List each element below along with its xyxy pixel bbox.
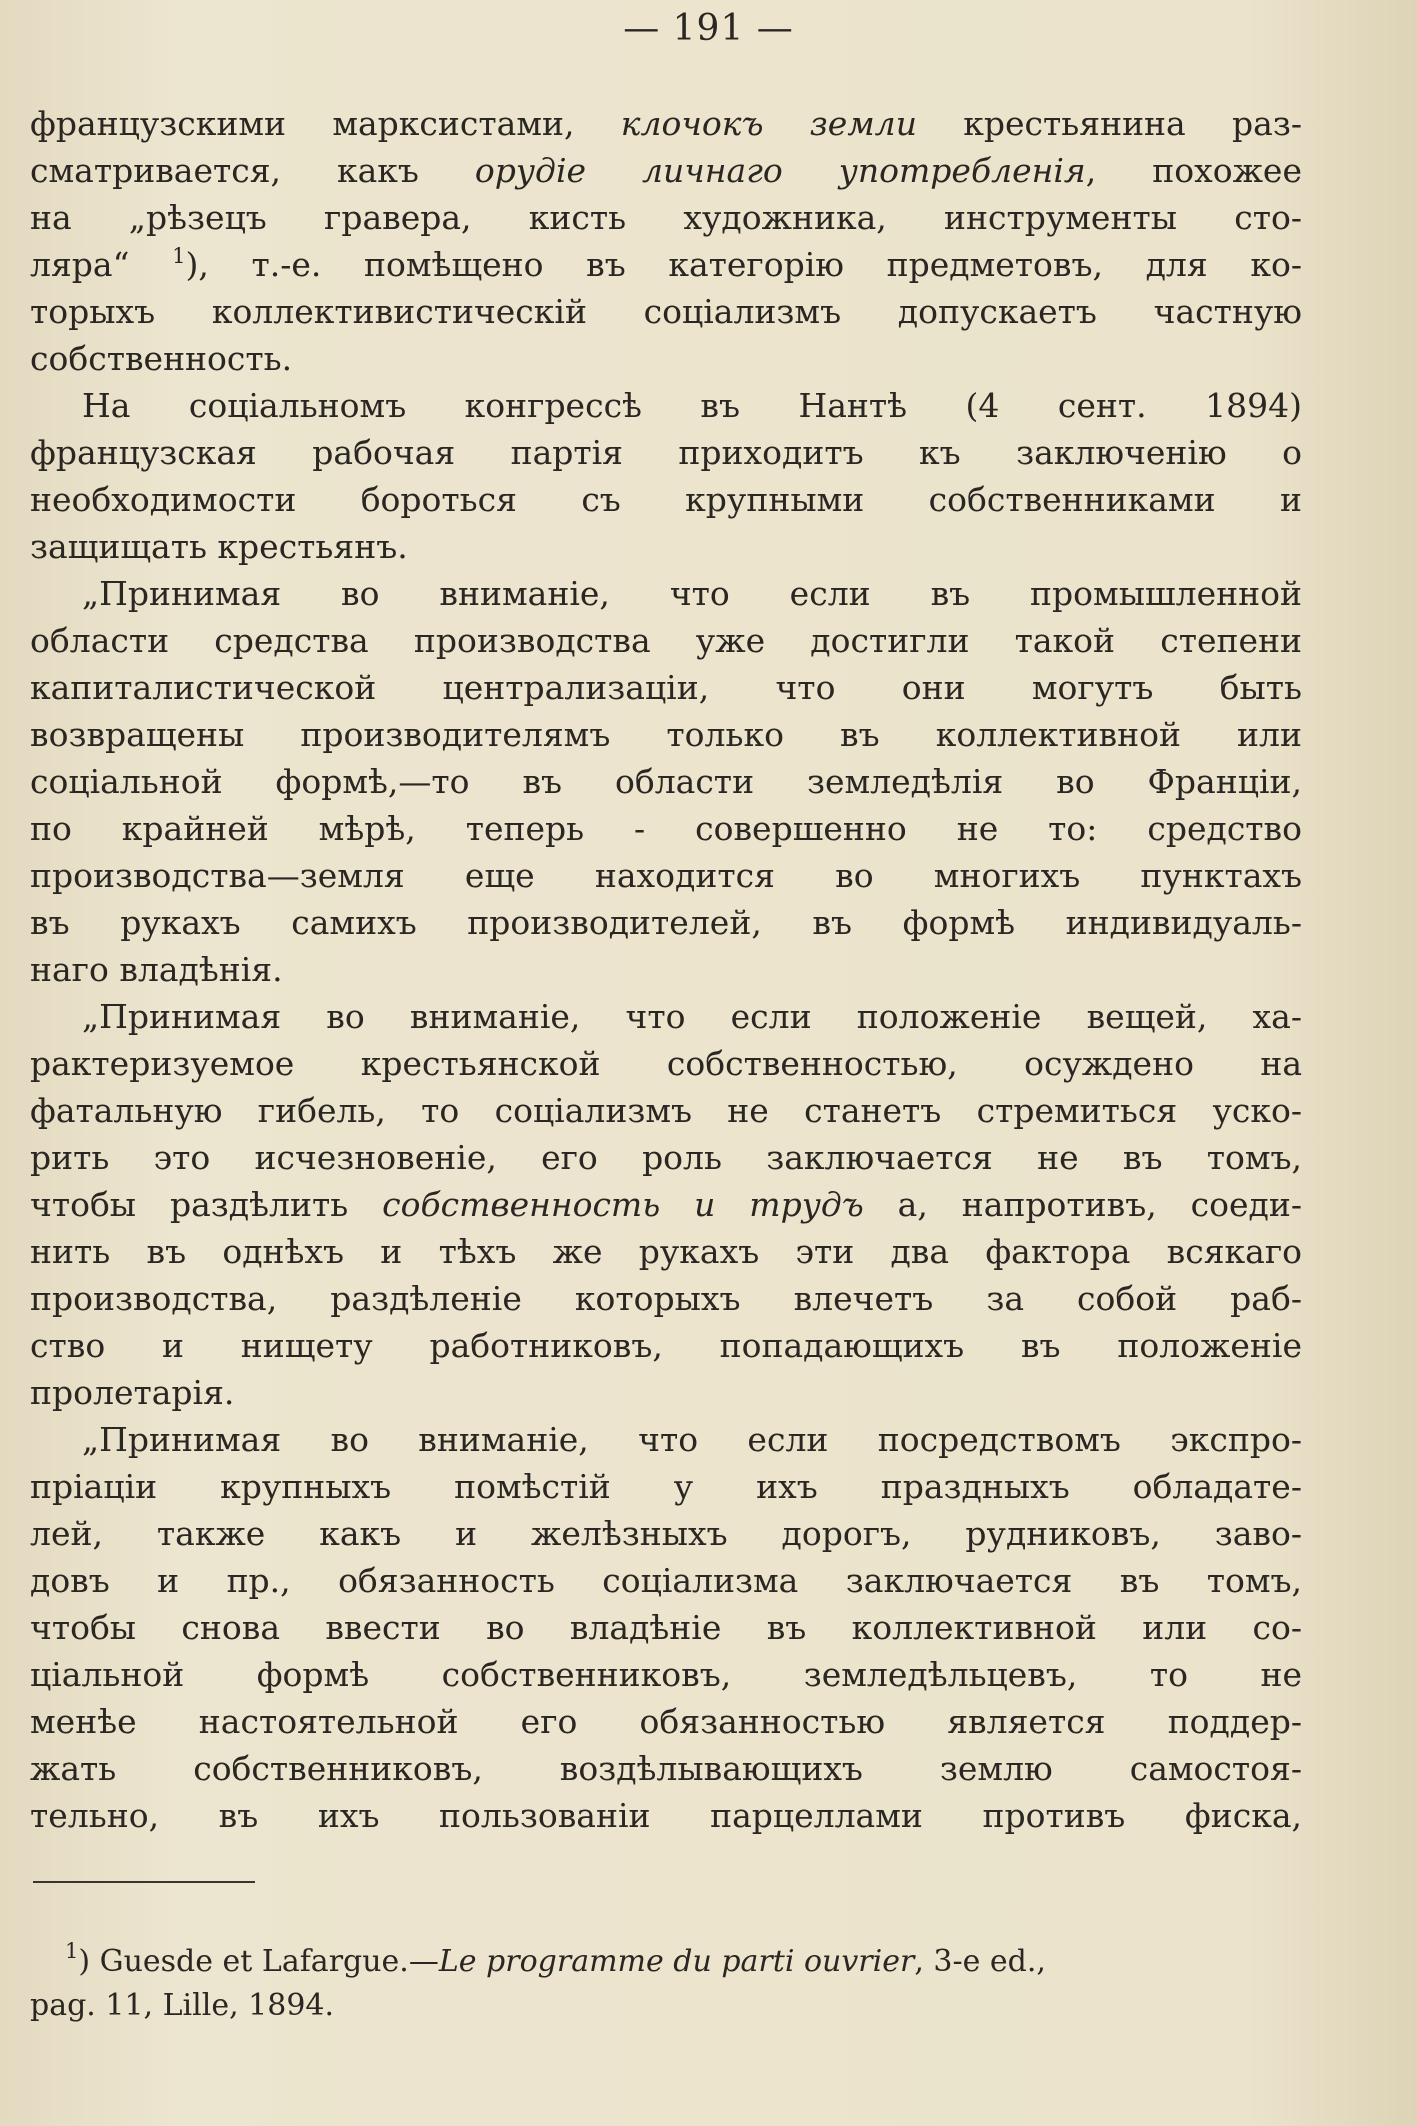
- text-line: ціальной формѣ собственниковъ, земледѣльцевъ, то не: [30, 1655, 1302, 1694]
- text-line: лей, также какъ и желѣзныхъ дорогъ, рудниковъ, заво-: [30, 1514, 1302, 1553]
- paragraph: [30, 570, 1302, 993]
- text-line: менѣе настоятельной его обязанностью является поддер-: [30, 1702, 1302, 1741]
- footnote-divider: [33, 1881, 255, 1883]
- text-line: „Принимая во вниманіе, что если посредствомъ экспро-: [82, 1420, 1302, 1459]
- paragraph: [30, 100, 1302, 382]
- text-line: тельно, въ ихъ пользованіи парцеллами противъ фиска,: [30, 1796, 1302, 1835]
- text-line: необходимости бороться съ крупными собственниками и: [30, 480, 1302, 519]
- text-line: „Принимая во вниманіе, что если положеніе вещей, ха-: [82, 997, 1302, 1036]
- footnote: [30, 1939, 1305, 2028]
- page-number: — 191 —: [623, 8, 794, 49]
- text-line: пролетарія.: [30, 1373, 235, 1412]
- italic-phrase: собственность и трудъ: [382, 1185, 864, 1224]
- text-line: защищать крестьянъ.: [30, 527, 408, 566]
- footnote-marker: 1: [65, 1939, 79, 1963]
- italic-phrase: орудіе личнаго употребленія: [474, 151, 1086, 190]
- text-line: въ рукахъ самихъ производителей, въ формѣ индивидуаль-: [30, 903, 1302, 942]
- footnote-line: $^1$) Guesde et Lafargue.—Le programme du parti ouvrier, 3-e ed.,: [65, 1939, 1046, 1979]
- text-line: чтобы раздѣлить собственность и трудъ а, напротивъ, соеди-: [30, 1185, 1302, 1224]
- text-line: производства—земля еще находится во многихъ пунктахъ: [30, 856, 1302, 895]
- text-line: „Принимая во вниманіе, что если въ промышленной: [82, 574, 1302, 613]
- text-line: возвращены производителямъ только въ коллективной или: [30, 715, 1302, 754]
- text-line: французскими марксистами, клочокъ земли крестьянина раз-: [30, 104, 1302, 143]
- text-line: фатальную гибель, то соціализмъ не станетъ стремиться уско-: [30, 1091, 1302, 1130]
- page-body: [30, 100, 1302, 1839]
- paragraph: [30, 1416, 1302, 1839]
- text-line: пріаціи крупныхъ помѣстій у ихъ праздныхъ обладате-: [30, 1467, 1302, 1506]
- text-line: рактеризуемое крестьянской собственностью, осуждено на: [30, 1044, 1302, 1083]
- footnote-marker: 1: [172, 244, 186, 268]
- text-line: на „рѣзецъ гравера, кисть художника, инструменты сто-: [30, 198, 1302, 237]
- paragraph: [30, 993, 1302, 1416]
- text-line: собственность.: [30, 339, 293, 378]
- text-line: наго владѣнія.: [30, 950, 283, 989]
- text-line: На соціальномъ конгрессѣ въ Нантѣ (4 сент. 1894): [82, 386, 1302, 425]
- text-line: производства, раздѣленіе которыхъ влечетъ за собой раб-: [30, 1279, 1302, 1318]
- paragraph: [30, 382, 1302, 570]
- footnote-line: pag. 11, Lille, 1894.: [30, 1988, 335, 2023]
- text-line: по крайней мѣрѣ, теперь - совершенно не то: средство: [30, 809, 1302, 848]
- text-line: жать собственниковъ, воздѣлывающихъ землю самостоя-: [30, 1749, 1302, 1788]
- italic-phrase: клочокъ земли: [620, 104, 917, 143]
- text-line: чтобы снова ввести во владѣніе въ коллективной или со-: [30, 1608, 1302, 1647]
- text-line: рить это исчезновеніе, его роль заключается не въ томъ,: [30, 1138, 1302, 1177]
- text-line: торыхъ коллективистическій соціализмъ допускаетъ частную: [30, 292, 1302, 331]
- text-line: соціальной формѣ,—то въ области земледѣлія во Франціи,: [30, 762, 1302, 801]
- text-line: области средства производства уже достигли такой степени: [30, 621, 1302, 660]
- text-line: нить въ однѣхъ и тѣхъ же рукахъ эти два фактора всякаго: [30, 1232, 1302, 1271]
- text-line: французская рабочая партія приходитъ къ заключенію о: [30, 433, 1302, 472]
- italic-phrase: Le programme du parti ouvrier: [438, 1944, 915, 1979]
- text-line: ство и нищету работниковъ, попадающихъ въ положеніе: [30, 1326, 1302, 1365]
- text-line: довъ и пр., обязанность соціализма заключается въ томъ,: [30, 1561, 1302, 1600]
- text-line: капиталистической централизаціи, что они могутъ быть: [30, 668, 1302, 707]
- text-line: сматривается, какъ орудіе личнаго употребленія, похожее: [30, 151, 1302, 190]
- text-line: ляра“ $^1$), т.-е. помѣщено въ категорію предметовъ, для ко-: [30, 244, 1302, 284]
